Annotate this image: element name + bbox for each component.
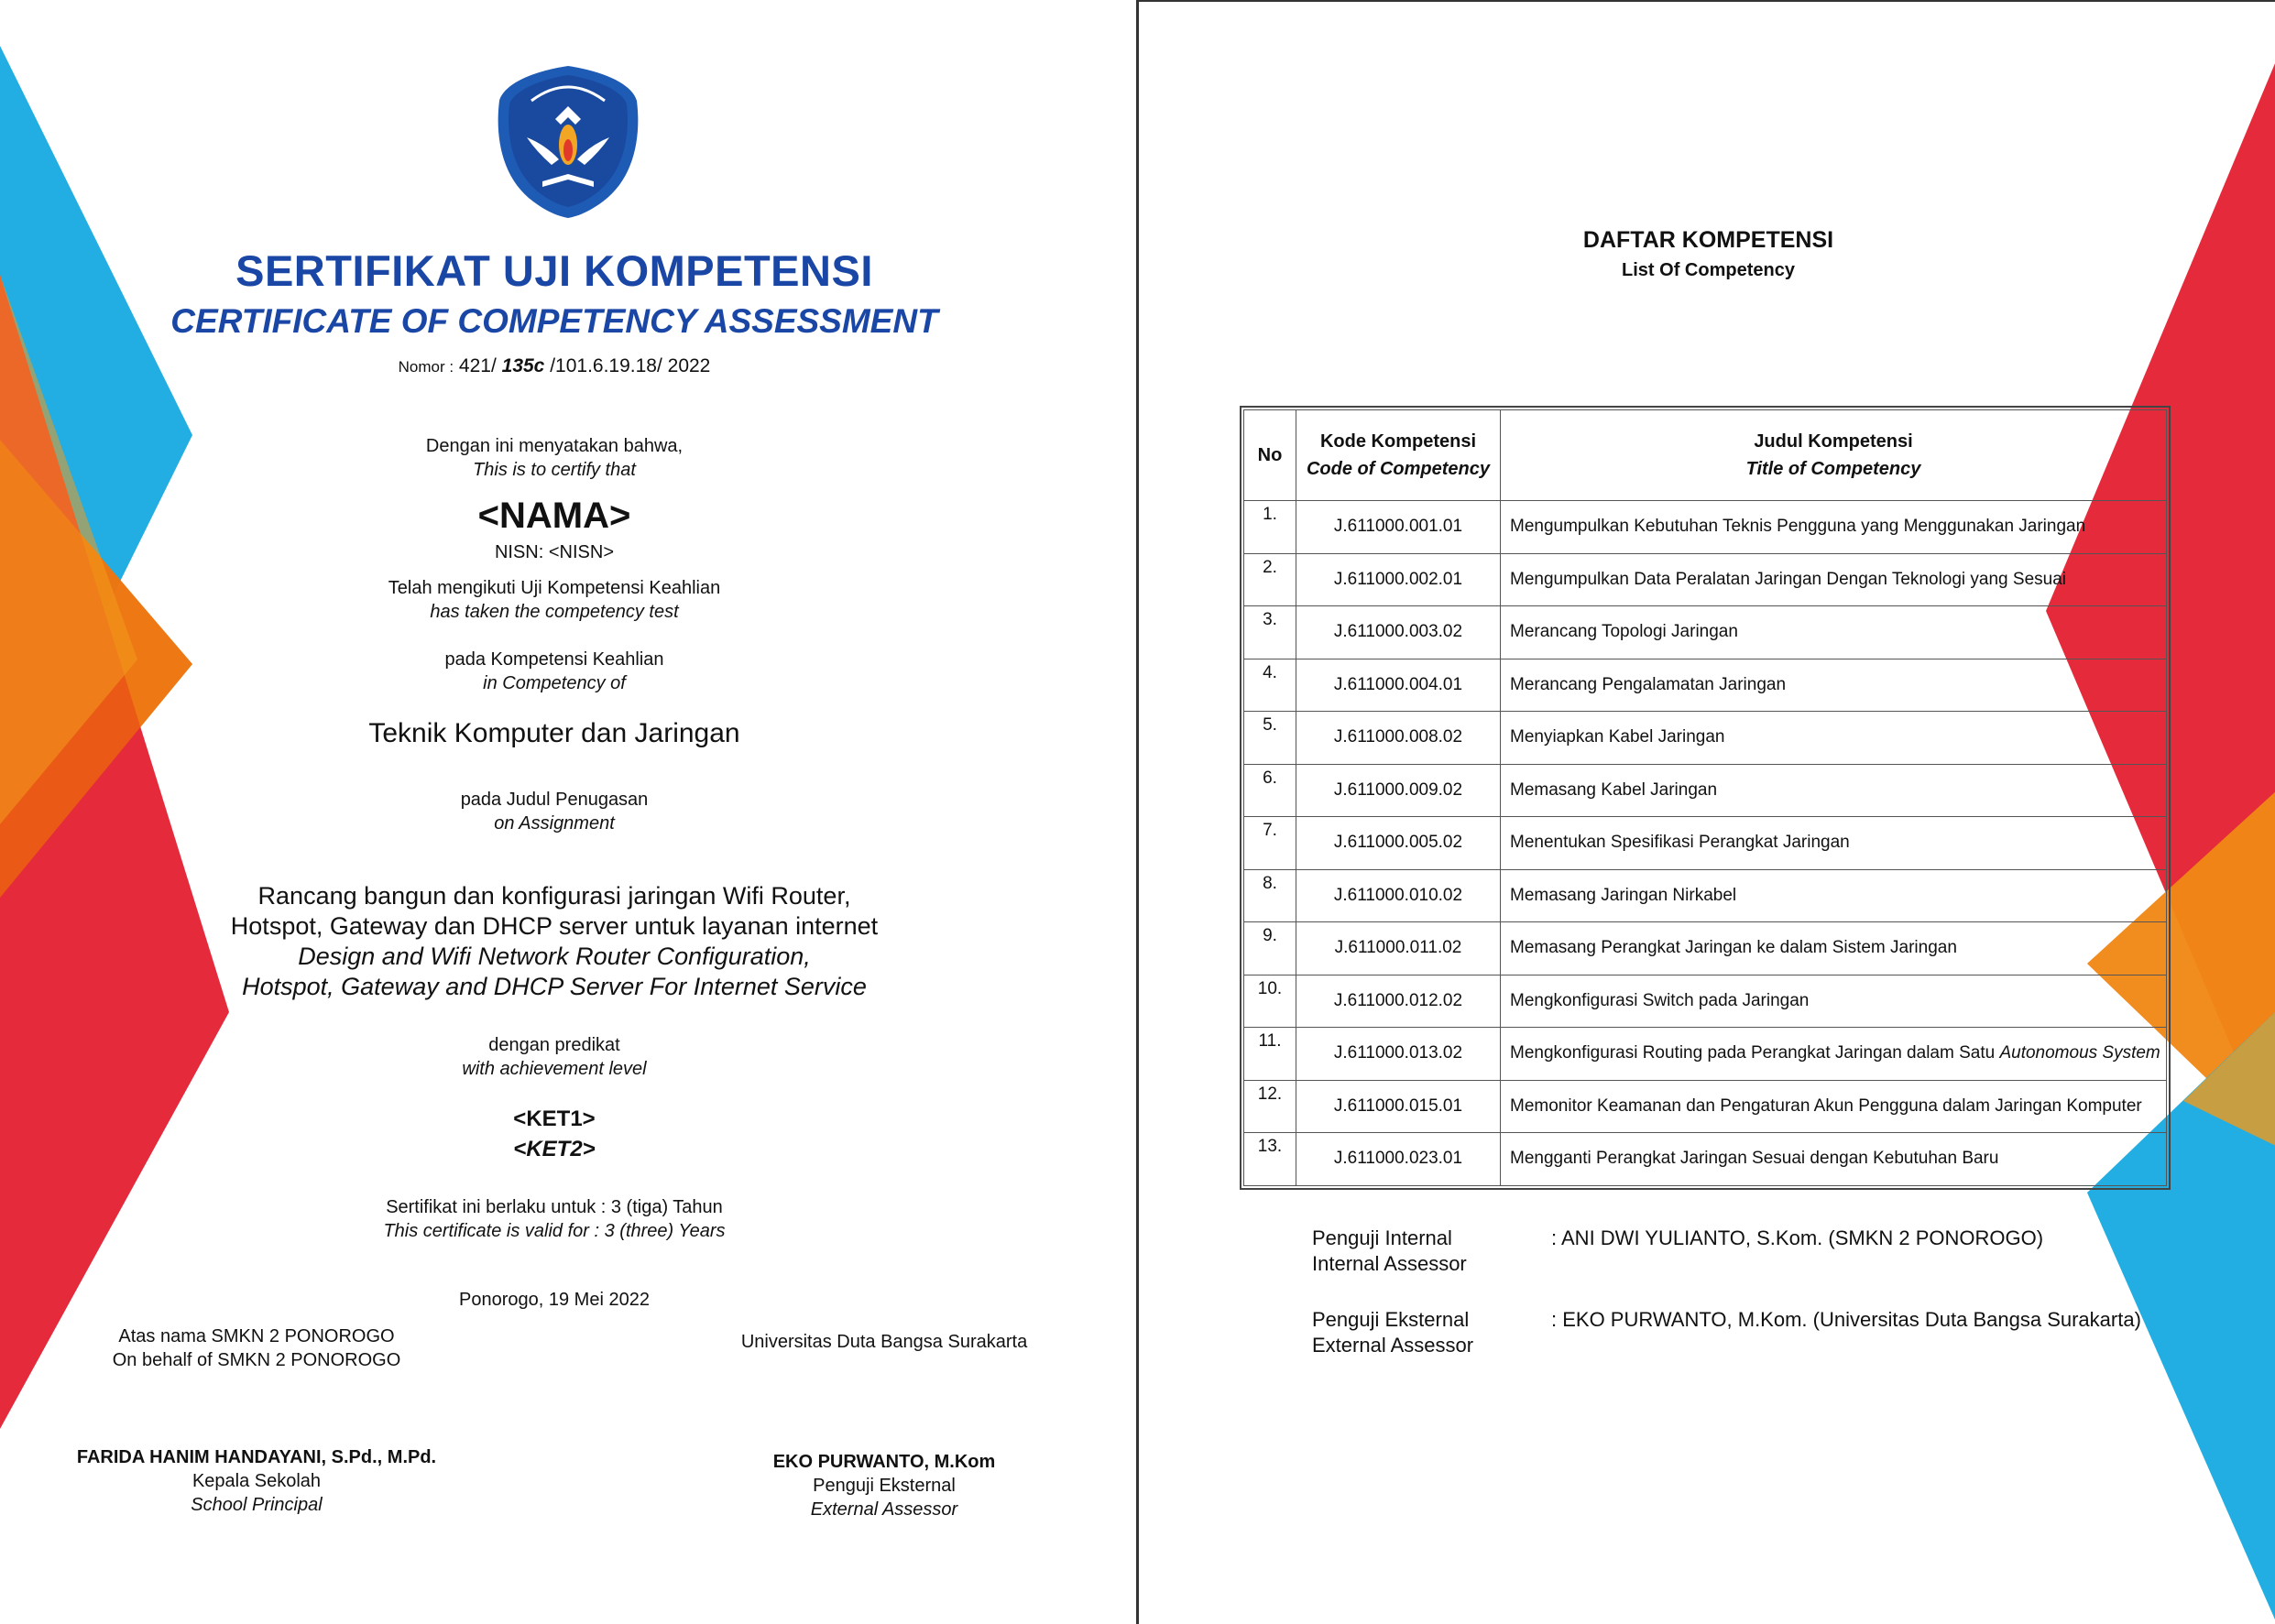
- table-row: [1244, 1080, 2167, 1133]
- competency-table-frame: [1240, 406, 2171, 1190]
- competency-title-text: Mengkonfigurasi Routing pada Perangkat Jaringan dalam Satu: [1510, 1043, 2000, 1063]
- table-row: [1244, 659, 2167, 712]
- taken-test-text: Telah mengikuti Uji Kompetensi Keahlian: [388, 578, 721, 598]
- column-header-title-label: Judul Kompetensi: [1754, 431, 1913, 452]
- competency-title-text: Menentukan Spesifikasi Perangkat Jaringan: [1510, 833, 1850, 853]
- row-number: 7.: [1244, 817, 1296, 870]
- table-row: [1244, 553, 2167, 606]
- certificate-number-label: Nomor :: [398, 358, 454, 376]
- column-header-code: [1296, 410, 1501, 501]
- row-number: 8.: [1244, 869, 1296, 922]
- competency-code: J.611000.009.02: [1296, 764, 1501, 817]
- competency-list-subtitle: List Of Competency: [1622, 260, 1795, 280]
- competency-title-text: Menyiapkan Kabel Jaringan: [1510, 727, 1725, 747]
- column-header-title-label-english: Title of Competency: [1745, 459, 1921, 479]
- university-name: Universitas Duta Bangsa Surakarta: [740, 1332, 1028, 1352]
- validity-statement: [0, 1195, 1109, 1243]
- row-number: 5.: [1244, 712, 1296, 765]
- competency-label-english: in Competency of: [483, 673, 626, 693]
- assignment-statement: [0, 788, 1109, 835]
- recipient-name: <NAMA>: [477, 496, 631, 536]
- column-header-title: [1501, 410, 2167, 501]
- recipient-nisn: NISN: <NISN>: [494, 542, 615, 562]
- validity-text-english: This certificate is valid for : 3 (three) Years: [383, 1221, 726, 1241]
- row-number: 6.: [1244, 764, 1296, 817]
- competency-table: [1243, 409, 2167, 1186]
- assignment-title-line-1: Rancang bangun dan konfigurasi jaringan Wifi Router,: [257, 882, 851, 910]
- competency-title-text: Memasang Perangkat Jaringan ke dalam Sistem Jaringan: [1510, 938, 1957, 958]
- competency-title: [1501, 1133, 2167, 1186]
- assignment-title: [0, 881, 1109, 1002]
- competency-title: [1501, 712, 2167, 765]
- assignment-label-english: on Assignment: [494, 813, 615, 834]
- competency-code: J.611000.011.02: [1296, 922, 1501, 975]
- competency-title-text: Mengkonfigurasi Switch pada Jaringan: [1510, 990, 1810, 1010]
- table-row: [1244, 1028, 2167, 1081]
- competency-title: [1501, 1080, 2167, 1133]
- competency-code: J.611000.003.02: [1296, 606, 1501, 659]
- achievement-level: [0, 1104, 1109, 1164]
- competency-name: Teknik Komputer dan Jaringan: [368, 718, 740, 748]
- certificate-number: [0, 355, 1109, 377]
- validity-text: Sertifikat ini berlaku untuk : 3 (tiga) Tahun: [386, 1197, 723, 1217]
- competency-code: J.611000.004.01: [1296, 659, 1501, 712]
- certify-statement: [0, 434, 1109, 482]
- table-row: [1244, 501, 2167, 554]
- school-behalf: [73, 1324, 440, 1372]
- table-row: [1244, 975, 2167, 1028]
- certificate-front-page: [0, 0, 1136, 1624]
- internal-assessor-label: [1312, 1226, 1467, 1277]
- competency-title-italic-text: Autonomous System: [1999, 1043, 2160, 1063]
- competency-code: J.611000.005.02: [1296, 817, 1501, 870]
- competency-title-text: Memonitor Keamanan dan Pengaturan Akun Pengguna dalam Jaringan Komputer: [1510, 1095, 2142, 1116]
- certificate-number-id: 135c: [501, 355, 545, 376]
- competency-title-text: Mengganti Perangkat Jaringan Sesuai dengan Kebutuhan Baru: [1510, 1149, 1999, 1169]
- column-header-code-label-english: Code of Competency: [1306, 459, 1491, 479]
- row-number: 9.: [1244, 922, 1296, 975]
- principal-role: Kepala Sekolah: [191, 1471, 322, 1491]
- internal-assessor-label-english: Internal Assessor: [1312, 1252, 1467, 1275]
- external-assessor-label: [1312, 1307, 1473, 1358]
- external-assessor-role-english: External Assessor: [810, 1499, 958, 1520]
- external-assessor-role: Penguji Eksternal: [813, 1476, 956, 1496]
- competency-code: J.611000.012.02: [1296, 975, 1501, 1028]
- table-row: [1244, 1133, 2167, 1186]
- competency-title: [1501, 659, 2167, 712]
- table-row: [1244, 764, 2167, 817]
- principal-role-english: School Principal: [191, 1495, 323, 1515]
- competency-title: [1501, 606, 2167, 659]
- taken-test-text-english: has taken the competency test: [430, 602, 679, 622]
- competency-title: [1501, 1028, 2167, 1081]
- row-number: 4.: [1244, 659, 1296, 712]
- assignment-title-line-2: Hotspot, Gateway dan DHCP server untuk layanan internet: [230, 912, 879, 940]
- table-row: [1244, 869, 2167, 922]
- internal-assessor-name: : ANI DWI YULIANTO, S.Kom. (SMKN 2 PONOROGO): [1551, 1226, 2044, 1249]
- external-assessor-label-text: Penguji Eksternal: [1312, 1308, 1470, 1331]
- competency-code: J.611000.023.01: [1296, 1133, 1501, 1186]
- competency-title: [1501, 975, 2167, 1028]
- competency-title-text: Memasang Kabel Jaringan: [1510, 779, 1718, 800]
- competency-title-text: Mengumpulkan Kebutuhan Teknis Pengguna yang Menggunakan Jaringan: [1510, 517, 2086, 537]
- certificate-title-english: CERTIFICATE OF COMPETENCY ASSESSMENT: [170, 302, 938, 340]
- external-assessor-full-name: : EKO PURWANTO, M.Kom. (Universitas Duta Bangsa Surakarta): [1551, 1308, 2141, 1331]
- table-row: [1244, 712, 2167, 765]
- place-and-date: Ponorogo, 19 Mei 2022: [459, 1290, 650, 1310]
- school-behalf-text: Atas nama SMKN 2 PONOROGO: [118, 1326, 395, 1346]
- competency-code: J.611000.008.02: [1296, 712, 1501, 765]
- competency-code: J.611000.015.01: [1296, 1080, 1501, 1133]
- competency-title-text: Merancang Pengalamatan Jaringan: [1510, 674, 1787, 694]
- external-assessor-label-english: External Assessor: [1312, 1334, 1474, 1357]
- achievement-label-english: with achievement level: [462, 1059, 647, 1079]
- table-row: [1244, 922, 2167, 975]
- competency-title: [1501, 817, 2167, 870]
- achievement-label: dengan predikat: [488, 1035, 620, 1055]
- competency-statement: [0, 648, 1109, 695]
- column-header-no-label: No: [1257, 445, 1283, 465]
- competency-code: J.611000.002.01: [1296, 553, 1501, 606]
- external-assessor-name: EKO PURWANTO, M.Kom: [772, 1452, 996, 1472]
- competency-code: J.611000.001.01: [1296, 501, 1501, 554]
- row-number: 1.: [1244, 501, 1296, 554]
- competency-title: [1501, 501, 2167, 554]
- assignment-label: pada Judul Penugasan: [460, 790, 649, 810]
- table-header-row: [1244, 410, 2167, 501]
- row-number: 13.: [1244, 1133, 1296, 1186]
- school-behalf-text-english: On behalf of SMKN 2 PONOROGO: [112, 1350, 401, 1370]
- external-assessor-signature-block: [701, 1450, 1067, 1521]
- competency-list-page: [1136, 0, 2275, 1624]
- table-row: [1244, 817, 2167, 870]
- assignment-title-english-line-2: Hotspot, Gateway and DHCP Server For Internet Service: [242, 973, 867, 1000]
- row-number: 12.: [1244, 1080, 1296, 1133]
- competency-title: [1501, 764, 2167, 817]
- row-number: 2.: [1244, 553, 1296, 606]
- taken-test-statement: [0, 576, 1109, 624]
- competency-title: [1501, 922, 2167, 975]
- column-header-code-label: Kode Kompetensi: [1319, 431, 1477, 452]
- competency-title-text: Memasang Jaringan Nirkabel: [1510, 885, 1737, 905]
- certify-text: Dengan ini menyatakan bahwa,: [425, 436, 684, 456]
- competency-title: [1501, 553, 2167, 606]
- competency-title: [1501, 869, 2167, 922]
- competency-list-title: DAFTAR KOMPETENSI: [1582, 227, 1834, 253]
- assignment-title-english-line-1: Design and Wifi Network Router Configuration,: [298, 943, 811, 970]
- competency-table-body: [1244, 501, 2167, 1186]
- certificate-title: SERTIFIKAT UJI KOMPETENSI: [235, 246, 873, 295]
- achievement-level-2: <KET2>: [513, 1137, 596, 1161]
- row-number: 10.: [1244, 975, 1296, 1028]
- certificate-number-suffix: /101.6.19.18/ 2022: [544, 355, 711, 376]
- certificate-number-prefix: 421/: [454, 355, 502, 376]
- competency-code: J.611000.010.02: [1296, 869, 1501, 922]
- certify-text-english: This is to certify that: [473, 460, 636, 480]
- achievement-level-1: <KET1>: [513, 1106, 596, 1131]
- principal-name: FARIDA HANIM HANDAYANI, S.Pd., M.Pd.: [76, 1447, 437, 1467]
- internal-assessor-label-text: Penguji Internal: [1312, 1226, 1452, 1249]
- competency-title-text: Merancang Topologi Jaringan: [1510, 622, 1738, 642]
- achievement-statement: [0, 1033, 1109, 1081]
- row-number: 3.: [1244, 606, 1296, 659]
- table-row: [1244, 606, 2167, 659]
- competency-label: pada Kompetensi Keahlian: [444, 649, 664, 670]
- row-number: 11.: [1244, 1028, 1296, 1081]
- tut-wuri-handayani-emblem: [495, 64, 641, 220]
- competency-title-text: Mengumpulkan Data Peralatan Jaringan Dengan Teknologi yang Sesuai: [1510, 569, 2066, 589]
- principal-signature-block: [55, 1445, 458, 1517]
- column-header-no: [1244, 410, 1296, 501]
- competency-code: J.611000.013.02: [1296, 1028, 1501, 1081]
